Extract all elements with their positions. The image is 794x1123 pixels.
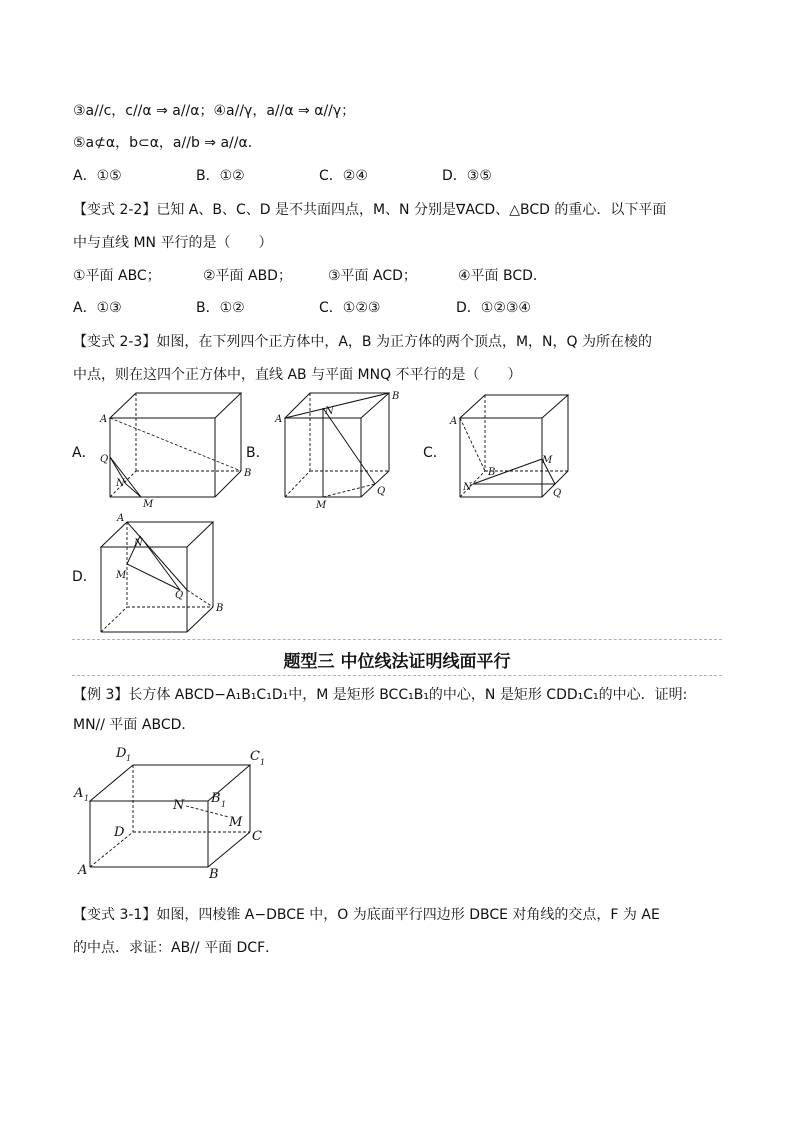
v22-option-d: D．①②③④ — [456, 300, 531, 316]
v22-option-b: B．①② — [196, 300, 245, 316]
v23-stem-line2: 中点，则在这四个正方体中，直线 AB 与平面 MNQ 不平行的是（ ） — [73, 367, 522, 383]
cuboid-label-b: B — [209, 867, 219, 882]
q1-option-a: A．①⑤ — [73, 168, 122, 184]
fig-b-label: B． — [246, 445, 270, 461]
fig-c-point-q: Q — [553, 488, 562, 499]
cuboid-label-b1: B — [211, 791, 221, 806]
cuboid-label-c1: C — [250, 749, 260, 764]
ex3-stem-line2: MN// 平面 ABCD． — [73, 717, 196, 733]
v22-stem-line1: 【变式 2-2】已知 A、B、C、D 是不共面四点，M、N 分别是∇ACD、△BCD 的重心．以下平面 — [73, 202, 667, 218]
q1-option-c: C．②④ — [319, 168, 368, 184]
fig-a-point-q: Q — [100, 454, 109, 465]
fig-d-point-m: M — [116, 570, 127, 581]
fig-d-point-a: A — [117, 513, 125, 524]
fig-c-point-a: A — [450, 416, 458, 427]
fig-b-point-m: M — [316, 500, 327, 511]
q1-option-b: B．①② — [196, 168, 245, 184]
ex3-stem-line1: 【例 3】长方体 ABCD−A₁B₁C₁D₁中，M 是矩形 BCC₁B₁的中心，N 是矩形 CDD₁C₁的中心．证明: — [73, 687, 688, 703]
v22-option-a: A．①③ — [73, 300, 122, 316]
v22-plane-1: ①平面 ABC； — [73, 268, 161, 284]
cuboid-label-d1: D — [116, 746, 127, 761]
q1-option-d: D．③⑤ — [442, 168, 492, 184]
fig-b-point-q: Q — [377, 486, 386, 497]
fig-c-point-b: B — [488, 467, 496, 478]
cuboid-label-a1: A — [74, 786, 84, 801]
fig-d-point-n: N — [134, 538, 143, 549]
fig-c-point-n: N — [463, 482, 472, 493]
fig-a-point-a: A — [100, 414, 108, 425]
section-title: 题型三 中位线法证明线面平行 — [283, 652, 511, 672]
cuboid-label-n: N — [173, 798, 185, 813]
fig-a-point-n: N — [116, 478, 125, 489]
v22-stem-line2: 中与直线 MN 平行的是（ ） — [73, 235, 273, 251]
fig-b-point-a: A — [275, 414, 283, 425]
v31-stem-line1: 【变式 3-1】如图，四棱锥 A−DBCE 中，O 为底面平行四边形 DBCE 对角线的交点，F 为 AE — [73, 907, 660, 923]
fig-c-point-m: M — [542, 455, 553, 466]
v22-option-c: C．①②③ — [319, 300, 381, 316]
fig-d-point-b: B — [216, 603, 224, 614]
statement-5: ⑤a⊄α，b⊂α，a//b ⇒ a//α． — [73, 135, 262, 151]
v22-plane-3: ③平面 ACD； — [328, 268, 417, 284]
fig-a-point-b: B — [244, 468, 252, 479]
statement-3-4: ③a//c，c//α ⇒ a//α；④a//γ，a//α ⇒ α//γ； — [73, 103, 356, 119]
fig-b-point-n: N — [325, 406, 334, 417]
v31-stem-line2: 的中点．求证：AB// 平面 DCF． — [73, 940, 280, 956]
fig-d-label: D． — [72, 569, 97, 585]
cuboid-label-c1-sub: 1 — [260, 758, 266, 767]
fig-a-label: A． — [72, 445, 96, 461]
fig-a-point-m: M — [143, 499, 154, 510]
fig-d-point-q: Q — [175, 590, 184, 601]
v22-plane-2: ②平面 ABD； — [203, 268, 292, 284]
cuboid-label-d1-sub: 1 — [126, 754, 132, 763]
cuboid-label-b1-sub: 1 — [221, 800, 227, 809]
cuboid-label-m: M — [229, 815, 243, 830]
fig-b-point-b: B — [392, 391, 400, 402]
cuboid-label-a1-sub: 1 — [84, 794, 90, 803]
v22-plane-4: ④平面 BCD． — [458, 268, 547, 284]
cuboid-label-a: A — [78, 863, 88, 878]
v23-stem-line1: 【变式 2-3】如图，在下列四个正方体中，A，B 为正方体的两个顶点，M，N，Q 为所在棱的 — [73, 334, 652, 350]
fig-c-label: C． — [423, 445, 447, 461]
cuboid-label-c: C — [252, 829, 262, 844]
cuboid-label-d: D — [114, 825, 125, 840]
